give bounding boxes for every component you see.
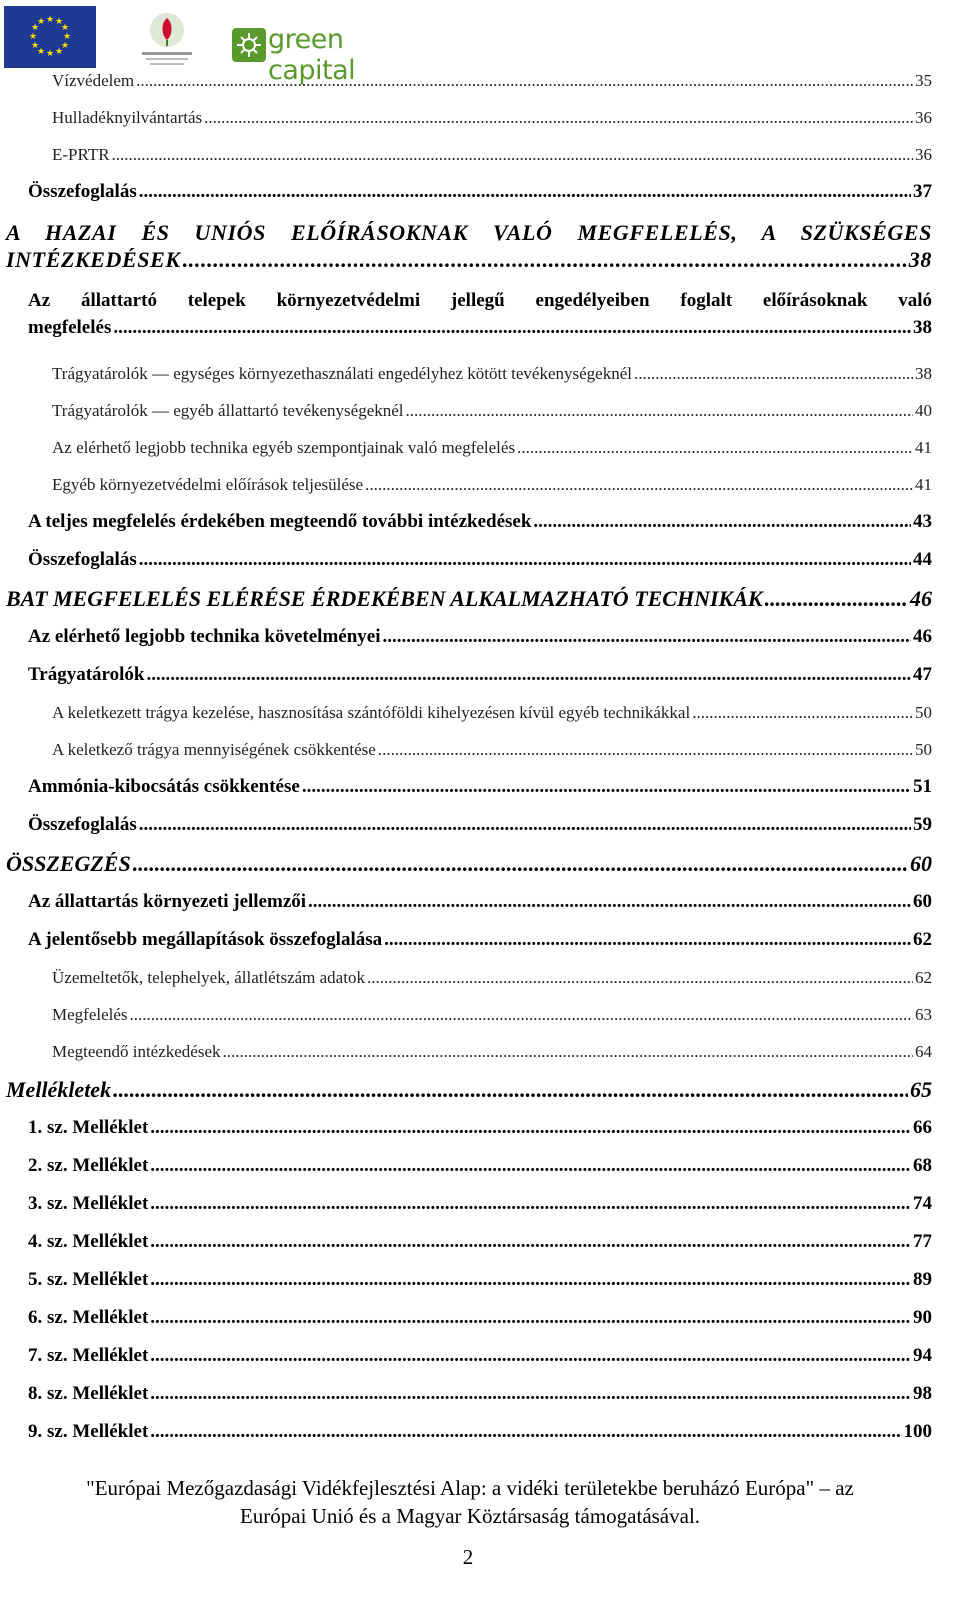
toc-entry-page: 38 bbox=[915, 364, 932, 383]
toc-entry[interactable] bbox=[6, 694, 932, 731]
toc-entry-page: 63 bbox=[915, 1005, 932, 1024]
toc-dot-leader bbox=[382, 618, 911, 656]
toc-dot-leader bbox=[517, 429, 913, 466]
toc-entry[interactable] bbox=[6, 429, 932, 466]
toc-entry-page: 77 bbox=[913, 1231, 932, 1252]
toc-entry[interactable] bbox=[6, 1375, 932, 1413]
toc-dot-leader bbox=[139, 173, 911, 211]
toc-dot-leader bbox=[204, 99, 913, 136]
toc-entry[interactable] bbox=[6, 173, 932, 211]
svg-text:★: ★ bbox=[36, 47, 46, 57]
toc-entry-page: 64 bbox=[915, 1042, 932, 1061]
toc-entry-page: 100 bbox=[903, 1421, 932, 1442]
toc-entry-page: 50 bbox=[915, 740, 932, 759]
toc-entry-page: 59 bbox=[913, 814, 932, 835]
svg-text:★: ★ bbox=[54, 17, 64, 27]
svg-text:★: ★ bbox=[45, 49, 55, 59]
toc-entry-title: A teljes megfelelés érdekében megteendő további intézkedések bbox=[28, 511, 532, 532]
svg-text:★: ★ bbox=[60, 23, 70, 33]
toc-dot-leader bbox=[150, 1261, 911, 1299]
svg-text:★: ★ bbox=[28, 32, 38, 42]
toc-entry-title: Az elérhető legjobb technika egyéb szempontjainak való megfelelés bbox=[52, 438, 516, 457]
footer-line-2: Európai Unió és a Magyar Köztársaság támogatásával. bbox=[239, 1504, 701, 1528]
toc-dot-leader bbox=[223, 1033, 913, 1070]
toc-entry[interactable] bbox=[6, 996, 932, 1033]
table-of-contents bbox=[6, 62, 932, 1451]
toc-entry-page: 35 bbox=[915, 71, 932, 90]
toc-entry[interactable] bbox=[6, 1413, 932, 1451]
toc-entry[interactable] bbox=[6, 921, 932, 959]
toc-entry-title: E-PRTR bbox=[52, 145, 110, 164]
toc-entry-page: 43 bbox=[913, 511, 932, 532]
toc-entry-title: 6. sz. Melléklet bbox=[28, 1307, 149, 1328]
toc-entry[interactable] bbox=[6, 768, 932, 806]
toc-entry-title: Vízvédelem bbox=[52, 71, 135, 90]
toc-entry[interactable] bbox=[6, 355, 932, 392]
toc-entry-page: 41 bbox=[915, 438, 932, 457]
toc-entry[interactable] bbox=[6, 541, 932, 579]
toc-entry-title: Megfelelés bbox=[52, 1005, 128, 1024]
toc-entry-page: 51 bbox=[913, 776, 932, 797]
toc-dot-leader bbox=[150, 1375, 911, 1413]
toc-entry[interactable] bbox=[6, 579, 932, 618]
toc-entry-page: 60 bbox=[913, 891, 932, 912]
toc-dot-leader bbox=[139, 541, 911, 579]
toc-dot-leader bbox=[133, 844, 908, 883]
toc-dot-leader bbox=[365, 466, 913, 503]
toc-entry[interactable] bbox=[6, 99, 932, 136]
toc-entry-title: 5. sz. Melléklet bbox=[28, 1269, 149, 1290]
toc-entry-title: A keletkező trágya mennyiségének csökkentése bbox=[52, 740, 376, 759]
toc-dot-leader bbox=[367, 959, 913, 996]
toc-entry-title: Trágyatárolók — egységes környezethasználati engedélyhez kötött tevékenységeknél bbox=[52, 364, 633, 383]
footer-line-1: "Európai Mezőgazdasági Vidékfejlesztési Alap: a vidéki területekbe beruházó Európa" – az bbox=[86, 1476, 854, 1500]
toc-entry-title: A keletkezett trágya kezelése, hasznosítása szántóföldi kihelyezésen kívül egyéb technikákkal bbox=[52, 703, 691, 722]
toc-entry-title: Az állattartás környezeti jellemzői bbox=[28, 891, 307, 912]
toc-entry[interactable] bbox=[6, 281, 932, 355]
toc-entry-title: BAT MEGFELELÉS ELÉRÉSE ÉRDEKÉBEN ALKALMAZHATÓ TECHNIKÁK bbox=[6, 586, 763, 611]
toc-entry[interactable] bbox=[6, 1109, 932, 1147]
toc-entry-page: 62 bbox=[915, 968, 932, 987]
toc-entry-title: 4. sz. Melléklet bbox=[28, 1231, 149, 1252]
toc-entry-page: 89 bbox=[913, 1269, 932, 1290]
toc-dot-leader bbox=[150, 1185, 911, 1223]
svg-text:★: ★ bbox=[30, 23, 40, 33]
toc-dot-leader bbox=[150, 1337, 911, 1375]
toc-dot-leader bbox=[533, 503, 911, 541]
toc-entry-page: 90 bbox=[913, 1307, 932, 1328]
toc-entry-page: 37 bbox=[913, 181, 932, 202]
toc-entry-page: 65 bbox=[910, 1077, 932, 1102]
toc-dot-leader bbox=[113, 1070, 908, 1109]
toc-entry-title: Trágyatárolók bbox=[28, 664, 145, 685]
toc-entry[interactable] bbox=[6, 503, 932, 541]
toc-entry-second-line bbox=[6, 246, 932, 273]
toc-entry-title: ÖSSZEGZÉS bbox=[6, 851, 131, 876]
toc-entry-title-line-2: INTÉZKEDÉSEK bbox=[6, 247, 181, 272]
toc-dot-leader bbox=[136, 62, 913, 99]
toc-entry-title: 1. sz. Melléklet bbox=[28, 1117, 149, 1138]
toc-entry-title: Mellékletek bbox=[6, 1077, 112, 1102]
toc-dot-leader bbox=[113, 314, 911, 341]
toc-dot-leader bbox=[112, 136, 913, 173]
svg-text:★: ★ bbox=[30, 41, 40, 51]
toc-entry-page: 50 bbox=[915, 703, 932, 722]
toc-entry-title: A jelentősebb megállapítások összefoglalása bbox=[28, 929, 383, 950]
page-number: 2 bbox=[462, 1545, 474, 1569]
toc-entry-page: 94 bbox=[913, 1345, 932, 1366]
toc-entry-title: Összefoglalás bbox=[28, 181, 137, 202]
eu-flag-logo bbox=[4, 6, 96, 68]
toc-entry[interactable] bbox=[6, 1070, 932, 1109]
toc-entry-page: 66 bbox=[913, 1117, 932, 1138]
toc-dot-leader bbox=[150, 1299, 911, 1337]
toc-entry-page: 44 bbox=[913, 549, 932, 570]
svg-text:★: ★ bbox=[54, 47, 64, 57]
toc-entry-title: Hulladéknyilvántartás bbox=[52, 108, 203, 127]
toc-dot-leader bbox=[378, 731, 913, 768]
toc-entry[interactable] bbox=[6, 656, 932, 694]
toc-dot-leader bbox=[384, 921, 911, 959]
toc-entry-title: Üzemeltetők, telephelyek, állatlétszám adatok bbox=[52, 968, 365, 987]
toc-dot-leader bbox=[139, 806, 911, 844]
toc-entry[interactable] bbox=[6, 62, 932, 99]
green-capital-logo-text: green capital bbox=[268, 24, 356, 86]
toc-dot-leader bbox=[765, 579, 908, 618]
toc-dot-leader bbox=[150, 1109, 911, 1147]
toc-dot-leader bbox=[634, 355, 913, 392]
toc-entry-page: 36 bbox=[915, 145, 932, 164]
toc-entry-page: 62 bbox=[913, 929, 932, 950]
toc-entry-page: 41 bbox=[915, 475, 932, 494]
toc-entry-page: 47 bbox=[913, 664, 932, 685]
toc-entry-title: Trágyatárolók — egyéb állattartó tevékenységeknél bbox=[52, 401, 404, 420]
toc-entry-page: 36 bbox=[915, 108, 932, 127]
toc-dot-leader bbox=[146, 656, 911, 694]
toc-entry-title: 9. sz. Melléklet bbox=[28, 1421, 149, 1442]
toc-entry[interactable] bbox=[6, 1185, 932, 1223]
toc-entry-page: 38 bbox=[913, 317, 932, 338]
toc-entry-title-line-1: Az állattartó telepek környezetvédelmi jellegű engedélyeiben foglalt előírásoknak való bbox=[28, 290, 932, 311]
toc-dot-leader bbox=[406, 392, 913, 429]
green-capital-emblem-icon bbox=[232, 24, 266, 64]
toc-entry-title: 7. sz. Melléklet bbox=[28, 1345, 149, 1366]
toc-entry[interactable] bbox=[6, 806, 932, 844]
toc-dot-leader bbox=[150, 1147, 911, 1185]
toc-entry[interactable] bbox=[6, 211, 932, 281]
svg-text:★: ★ bbox=[62, 32, 72, 42]
toc-entry-page: 74 bbox=[913, 1193, 932, 1214]
toc-entry[interactable] bbox=[6, 1261, 932, 1299]
footer-text bbox=[10, 1474, 930, 1530]
toc-entry-title: 3. sz. Melléklet bbox=[28, 1193, 149, 1214]
toc-entry[interactable] bbox=[6, 731, 932, 768]
toc-dot-leader bbox=[150, 1413, 901, 1451]
toc-entry-second-line bbox=[28, 314, 932, 341]
toc-entry-page: 38 bbox=[908, 247, 932, 272]
toc-entry-title-line-2: megfelelés bbox=[28, 317, 112, 338]
toc-entry[interactable] bbox=[6, 618, 932, 656]
toc-entry-page: 98 bbox=[913, 1383, 932, 1404]
toc-dot-leader bbox=[150, 1223, 911, 1261]
toc-entry-title: Ammónia-kibocsátás csökkentése bbox=[28, 776, 300, 797]
toc-entry[interactable] bbox=[6, 959, 932, 996]
toc-entry-title: Egyéb környezetvédelmi előírások teljesülése bbox=[52, 475, 364, 494]
toc-dot-leader bbox=[308, 883, 911, 921]
toc-entry-page: 60 bbox=[910, 851, 932, 876]
toc-entry-title: 8. sz. Melléklet bbox=[28, 1383, 149, 1404]
toc-entry-title: Összefoglalás bbox=[28, 814, 137, 835]
toc-dot-leader bbox=[692, 694, 913, 731]
svg-text:★: ★ bbox=[36, 17, 46, 27]
toc-entry[interactable] bbox=[6, 1337, 932, 1375]
toc-entry[interactable] bbox=[6, 466, 932, 503]
toc-entry-page: 68 bbox=[913, 1155, 932, 1176]
toc-entry-page: 40 bbox=[915, 401, 932, 420]
toc-entry[interactable] bbox=[6, 392, 932, 429]
toc-entry-title-line-1: A HAZAI ÉS UNIÓS ELŐÍRÁSOKNAK VALÓ MEGFELELÉS, A SZÜKSÉGES bbox=[6, 220, 932, 245]
toc-entry[interactable] bbox=[6, 136, 932, 173]
toc-entry[interactable] bbox=[6, 844, 932, 883]
toc-entry-title: 2. sz. Melléklet bbox=[28, 1155, 149, 1176]
toc-entry[interactable] bbox=[6, 1147, 932, 1185]
toc-entry[interactable] bbox=[6, 1299, 932, 1337]
toc-entry[interactable] bbox=[6, 1033, 932, 1070]
svg-text:★: ★ bbox=[45, 15, 55, 25]
toc-dot-leader bbox=[302, 768, 911, 806]
toc-entry-title: Az elérhető legjobb technika követelményei bbox=[28, 626, 381, 647]
toc-entry-title: Összefoglalás bbox=[28, 549, 137, 570]
toc-dot-leader bbox=[130, 996, 913, 1033]
toc-dot-leader bbox=[183, 246, 907, 273]
toc-entry-page: 46 bbox=[910, 586, 932, 611]
svg-text:★: ★ bbox=[60, 41, 70, 51]
toc-entry[interactable] bbox=[6, 1223, 932, 1261]
toc-entry[interactable] bbox=[6, 883, 932, 921]
toc-entry-page: 46 bbox=[913, 626, 932, 647]
toc-entry-title: Megteendő intézkedések bbox=[52, 1042, 221, 1061]
